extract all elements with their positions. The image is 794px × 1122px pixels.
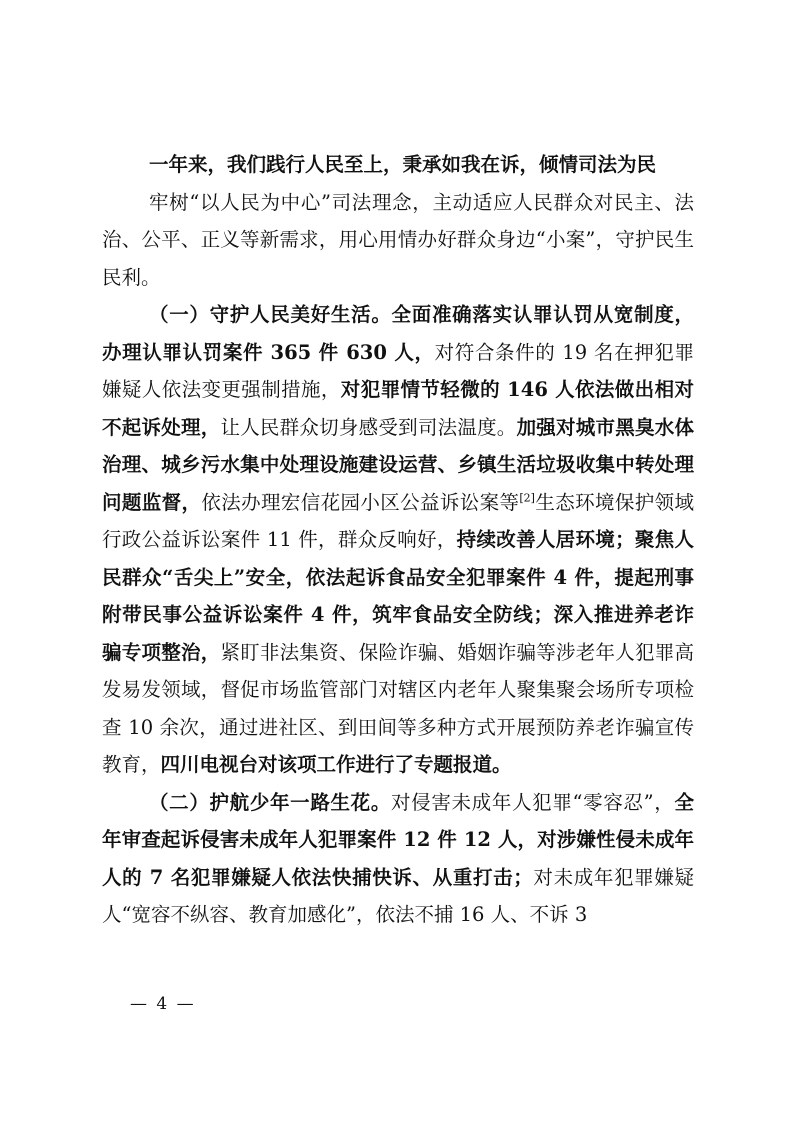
paragraph-intro — [102, 146, 694, 184]
section-heading: （一）守护人民美好生活。全面准确落实认罪认罚从宽制度，办理认罪认罚案件 365 件 630 人， — [102, 303, 694, 364]
text-run: 紧盯非法集资、保险诈骗、婚姻诈骗等涉老年人犯罪高发易发领域，督促市场监管部门对辖区内老年人聚集聚会场所专项检查 10 余次，通过进社区、到田间等多种方式开展预防养老诈骗宣传教育， — [102, 640, 694, 776]
text-run: 牢树“以人民为中心”司法理念，主动适应人民群众对民主、法治、公平、正义等新需求，用心用情办好群众身边“小案”，守护民生民利。 — [102, 190, 694, 289]
text-run: 加强对城市黑臭水体治理、城乡污水集中处理设施建设运营、乡镇生活垃圾收集中转处理问题监督， — [102, 415, 694, 514]
text-run: 生态环境保护领域行政公益诉讼案件 11 件，群众反响好， — [102, 490, 694, 551]
section-heading: （二）护航少年一路生花。 — [149, 790, 392, 814]
text-run: 持续改善人居环境；聚焦人民群众“舌尖上”安全，依法起诉食品安全犯罪案件 4 件，提起刑事附带民事公益诉讼案件 4 件，筑牢食品安全防线；深入推进养老诈骗专项整治， — [102, 528, 694, 664]
text-run: 对符合条件的 19 名在押犯罪嫌疑人依法变更强制措施， — [102, 340, 694, 401]
text-run: 依法办理宏信花园小区公益诉讼案等 — [201, 490, 520, 514]
text-run: 四川电视台对该项工作进行了专题报道。 — [160, 753, 512, 776]
paragraph-section-2 — [102, 784, 694, 934]
text-run: 让人民群众切身感受到司法温度。 — [220, 415, 517, 439]
text-run: 对未成年犯罪嫌疑人“宽容不纵容、教育加感化”，依法不捕 16 人、不诉 3 — [102, 865, 694, 926]
text-run: 一年来，我们践行人民至上，秉承如我在诉，倾情司法为民 — [149, 153, 657, 176]
page-number: — 4 — — [130, 994, 196, 1014]
paragraph-section-1 — [102, 296, 694, 784]
text-run: 全年审查起诉侵害未成年人犯罪案件 12 件 12 人，对涉嫌性侵未成年人的 7 名犯罪嫌疑人依法快捕快诉、从重打击； — [102, 790, 694, 889]
text-run: 对犯罪情节轻微的 146 人依法做出相对不起诉处理， — [102, 378, 694, 439]
paragraph-intro-continued — [55, 184, 694, 297]
body-text — [102, 146, 694, 934]
footnote-reference[interactable]: [2] — [519, 491, 535, 504]
text-run: 对侵害未成年人犯罪“零容忍”， — [391, 790, 675, 814]
